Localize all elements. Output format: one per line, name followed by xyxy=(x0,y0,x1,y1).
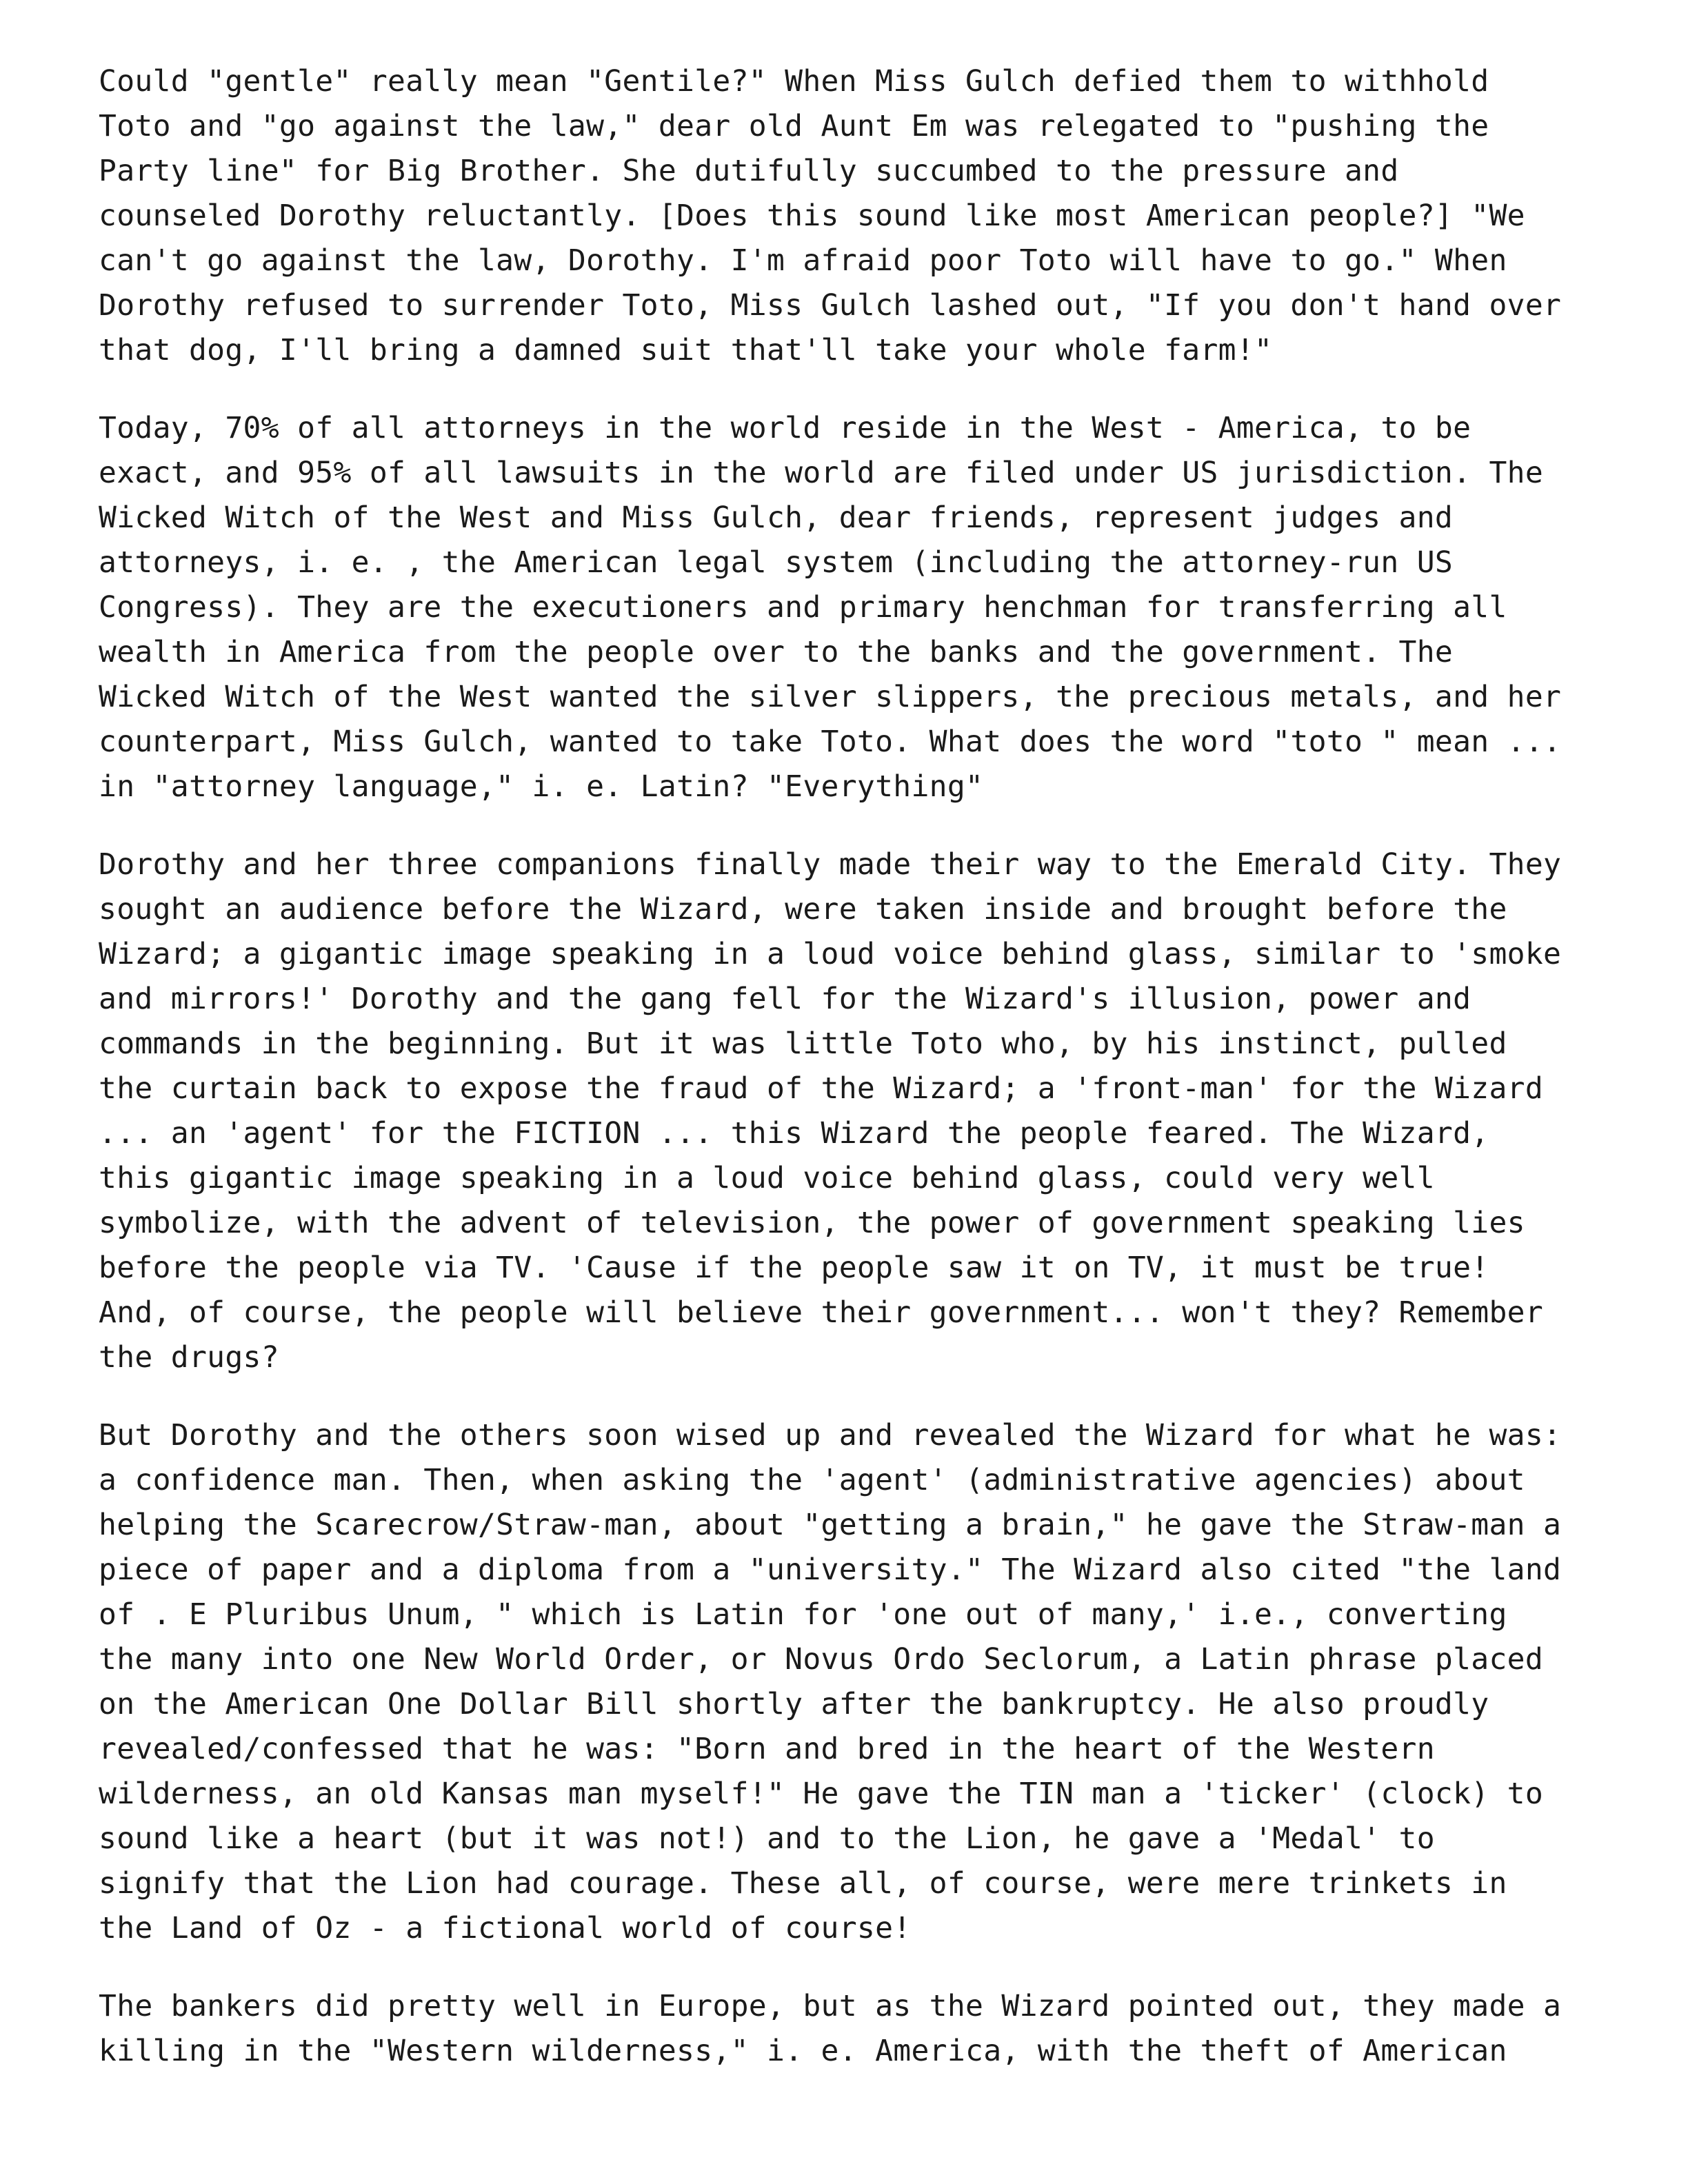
text-line: Congress). They are the executioners and primary henchman for transferring all xyxy=(99,590,1507,625)
paragraph-2 xyxy=(99,406,1602,809)
text-line: exact, and 95% of all lawsuits in the world are filed under US jurisdiction. The xyxy=(99,456,1544,490)
text-line: wealth in America from the people over to the banks and the government. The xyxy=(99,635,1454,669)
text-line: the many into one New World Order, or Novus Ordo Seclorum, a Latin phrase placed xyxy=(99,1642,1544,1677)
text-line: in "attorney language," i. e. Latin? "Everything" xyxy=(99,769,984,804)
text-line: commands in the beginning. But it was little Toto who, by his instinct, pulled xyxy=(99,1027,1507,1061)
document-body xyxy=(99,59,1602,2107)
text-line: before the people via TV. 'Cause if the people saw it on TV, it must be true! xyxy=(99,1251,1489,1285)
text-line: can't go against the law, Dorothy. I'm afraid poor Toto will have to go." When xyxy=(99,243,1507,278)
paragraph-3 xyxy=(99,842,1602,1380)
text-line: And, of course, the people will believe their government... won't they? Remember xyxy=(99,1295,1544,1330)
text-line: a confidence man. Then, when asking the 'agent' (administrative agencies) about xyxy=(99,1463,1525,1497)
text-line: wilderness, an old Kansas man myself!" He gave the TIN man a 'ticker' (clock) to xyxy=(99,1777,1544,1811)
text-line: Dorothy and her three companions finally made their way to the Emerald City. They xyxy=(99,847,1562,882)
text-line: revealed/confessed that he was: "Born and bred in the heart of the Western xyxy=(99,1732,1435,1766)
text-line: counterpart, Miss Gulch, wanted to take Toto. What does the word "toto " mean ... xyxy=(99,725,1562,759)
text-line: Party line" for Big Brother. She dutifully succumbed to the pressure and xyxy=(99,154,1399,188)
text-line: Toto and "go against the law," dear old Aunt Em was relegated to "pushing the xyxy=(99,109,1489,143)
text-line: But Dorothy and the others soon wised up and revealed the Wizard for what he was: xyxy=(99,1418,1562,1453)
text-line: and mirrors!' Dorothy and the gang fell for the Wizard's illusion, power and xyxy=(99,982,1471,1016)
paragraph-5 xyxy=(99,1984,1602,2074)
text-line: the curtain back to expose the fraud of the Wizard; a 'front-man' for the Wizard xyxy=(99,1071,1544,1106)
text-line: helping the Scarecrow/Straw-man, about "getting a brain," he gave the Straw-man a xyxy=(99,1508,1562,1542)
text-line: ... an 'agent' for the FICTION ... this Wizard the people feared. The Wizard, xyxy=(99,1116,1489,1151)
text-line: Wizard; a gigantic image speaking in a loud voice behind glass, similar to 'smoke xyxy=(99,937,1562,971)
text-line: killing in the "Western wilderness," i. e. America, with the theft of American xyxy=(99,2034,1507,2068)
text-line: The bankers did pretty well in Europe, but as the Wizard pointed out, they made a xyxy=(99,1989,1562,2023)
text-line: attorneys, i. e. , the American legal system (including the attorney-run US xyxy=(99,545,1454,580)
text-line: Dorothy refused to surrender Toto, Miss Gulch lashed out, "If you don't hand over xyxy=(99,288,1562,323)
text-line: Wicked Witch of the West wanted the silver slippers, the precious metals, and her xyxy=(99,680,1562,714)
text-line: sound like a heart (but it was not!) and to the Lion, he gave a 'Medal' to xyxy=(99,1821,1435,1856)
text-line: Wicked Witch of the West and Miss Gulch, dear friends, represent judges and xyxy=(99,501,1454,535)
text-line: the Land of Oz - a fictional world of course! xyxy=(99,1911,912,1945)
text-line: counseled Dorothy reluctantly. [Does this sound like most American people?] "We xyxy=(99,199,1525,233)
text-line: symbolize, with the advent of television, the power of government speaking lies xyxy=(99,1206,1525,1240)
paragraph-1 xyxy=(99,59,1602,373)
text-line: Could "gentle" really mean "Gentile?" When Miss Gulch defied them to withhold xyxy=(99,64,1489,99)
paragraph-4 xyxy=(99,1413,1602,1951)
text-line: on the American One Dollar Bill shortly after the bankruptcy. He also proudly xyxy=(99,1687,1489,1721)
text-line: Today, 70% of all attorneys in the world reside in the West - America, to be xyxy=(99,411,1471,445)
text-line: sought an audience before the Wizard, were taken inside and brought before the xyxy=(99,892,1507,927)
text-line: that dog, I'll bring a damned suit that'll take your whole farm!" xyxy=(99,333,1273,367)
text-line: piece of paper and a diploma from a "university." The Wizard also cited "the land xyxy=(99,1553,1562,1587)
text-line: the drugs? xyxy=(99,1340,279,1375)
text-line: signify that the Lion had courage. These all, of course, were mere trinkets in xyxy=(99,1866,1507,1901)
text-line: of . E Pluribus Unum, " which is Latin for 'one out of many,' i.e., converting xyxy=(99,1597,1507,1632)
text-line: this gigantic image speaking in a loud voice behind glass, could very well xyxy=(99,1161,1435,1195)
